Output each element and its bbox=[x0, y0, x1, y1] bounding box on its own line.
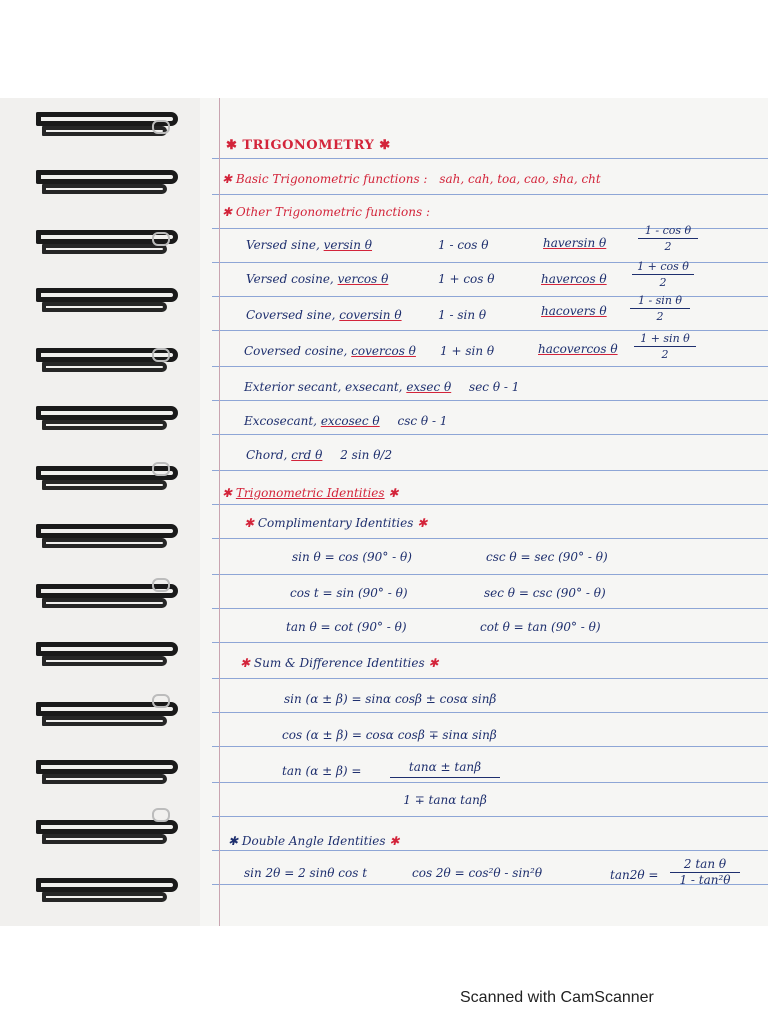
half-function-fraction: 1 + cos θ 2 bbox=[632, 260, 694, 289]
double-angle-tan-lhs: tan2θ = bbox=[610, 868, 659, 882]
function-row: Versed cosine, vercos θ bbox=[246, 272, 389, 286]
double-angle-cos: cos 2θ = cos²θ - sin²θ bbox=[412, 866, 543, 880]
function-row: Coversed sine, coversin θ bbox=[246, 308, 402, 322]
function-formula: 1 + cos θ bbox=[438, 272, 495, 286]
complementary-identity: csc θ = sec (90° - θ) bbox=[486, 550, 608, 564]
complementary-identity: tan θ = cot (90° - θ) bbox=[286, 620, 407, 634]
function-row: Exterior secant, exsecant, exsec θ sec θ - 1 bbox=[244, 380, 520, 394]
function-formula: 1 + sin θ bbox=[440, 344, 495, 358]
function-row: Versed sine, versin θ bbox=[246, 238, 373, 252]
half-function-fraction: 1 - sin θ 2 bbox=[630, 294, 690, 323]
complementary-identity: cos t = sin (90° - θ) bbox=[290, 586, 408, 600]
sum-difference-tan-fraction: tanα ± tanβ 1 ∓ tanα tanβ bbox=[390, 758, 500, 809]
half-function-name: hacovers θ bbox=[541, 304, 607, 318]
double-angle-sin: sin 2θ = 2 sinθ cos t bbox=[244, 866, 368, 880]
sum-difference-tan-lhs: tan (α ± β) = bbox=[282, 764, 362, 778]
half-function-name: havercos θ bbox=[541, 272, 607, 286]
double-angle-tan-fraction: 2 tan θ 1 - tan²θ bbox=[670, 858, 740, 887]
margin-line bbox=[219, 98, 220, 926]
double-angle-heading: ✱ Double Angle Identities ✱ bbox=[228, 834, 400, 848]
sum-difference-sin: sin (α ± β) = sinα cosβ ± cosα sinβ bbox=[284, 692, 497, 706]
other-functions-heading: ✱ Other Trigonometric functions : bbox=[222, 205, 431, 219]
complementary-identity: sin θ = cos (90° - θ) bbox=[292, 550, 412, 564]
basic-value: sah, cah, toa, cao, sha, cht bbox=[439, 172, 601, 186]
basic-functions-line: ✱ Basic Trigonometric functions : sah, cah, toa, cao, sha, cht bbox=[222, 172, 601, 186]
half-function-fraction: 1 + sin θ 2 bbox=[634, 332, 696, 361]
complementary-identity: sec θ = csc (90° - θ) bbox=[484, 586, 606, 600]
scanner-watermark: Scanned with CamScanner bbox=[460, 989, 654, 1006]
function-formula: 1 - sin θ bbox=[438, 308, 487, 322]
spiral-binding-area bbox=[0, 98, 200, 926]
complementary-identity: cot θ = tan (90° - θ) bbox=[480, 620, 601, 634]
function-formula: 1 - cos θ bbox=[438, 238, 489, 252]
half-function-name: haversin θ bbox=[543, 236, 607, 250]
complementary-heading: ✱ Complimentary Identities ✱ bbox=[244, 516, 428, 530]
half-function-name: hacovercos θ bbox=[538, 342, 618, 356]
half-function-fraction: 1 - cos θ 2 bbox=[638, 224, 698, 253]
function-row: Excosecant, excosec θ csc θ - 1 bbox=[244, 414, 448, 428]
page-title: ✱ TRIGONOMETRY ✱ bbox=[226, 138, 391, 153]
basic-label: Basic Trigonometric functions : bbox=[235, 172, 428, 186]
sum-difference-cos: cos (α ± β) = cosα cosβ ∓ sinα sinβ bbox=[282, 728, 497, 742]
function-row: Coversed cosine, covercos θ bbox=[244, 344, 416, 358]
identities-heading: ✱ Trigonometric Identities ✱ bbox=[222, 486, 399, 500]
sum-difference-heading: ✱ Sum & Difference Identities ✱ bbox=[240, 656, 439, 670]
function-row: Chord, crd θ 2 sin θ/2 bbox=[246, 448, 393, 462]
